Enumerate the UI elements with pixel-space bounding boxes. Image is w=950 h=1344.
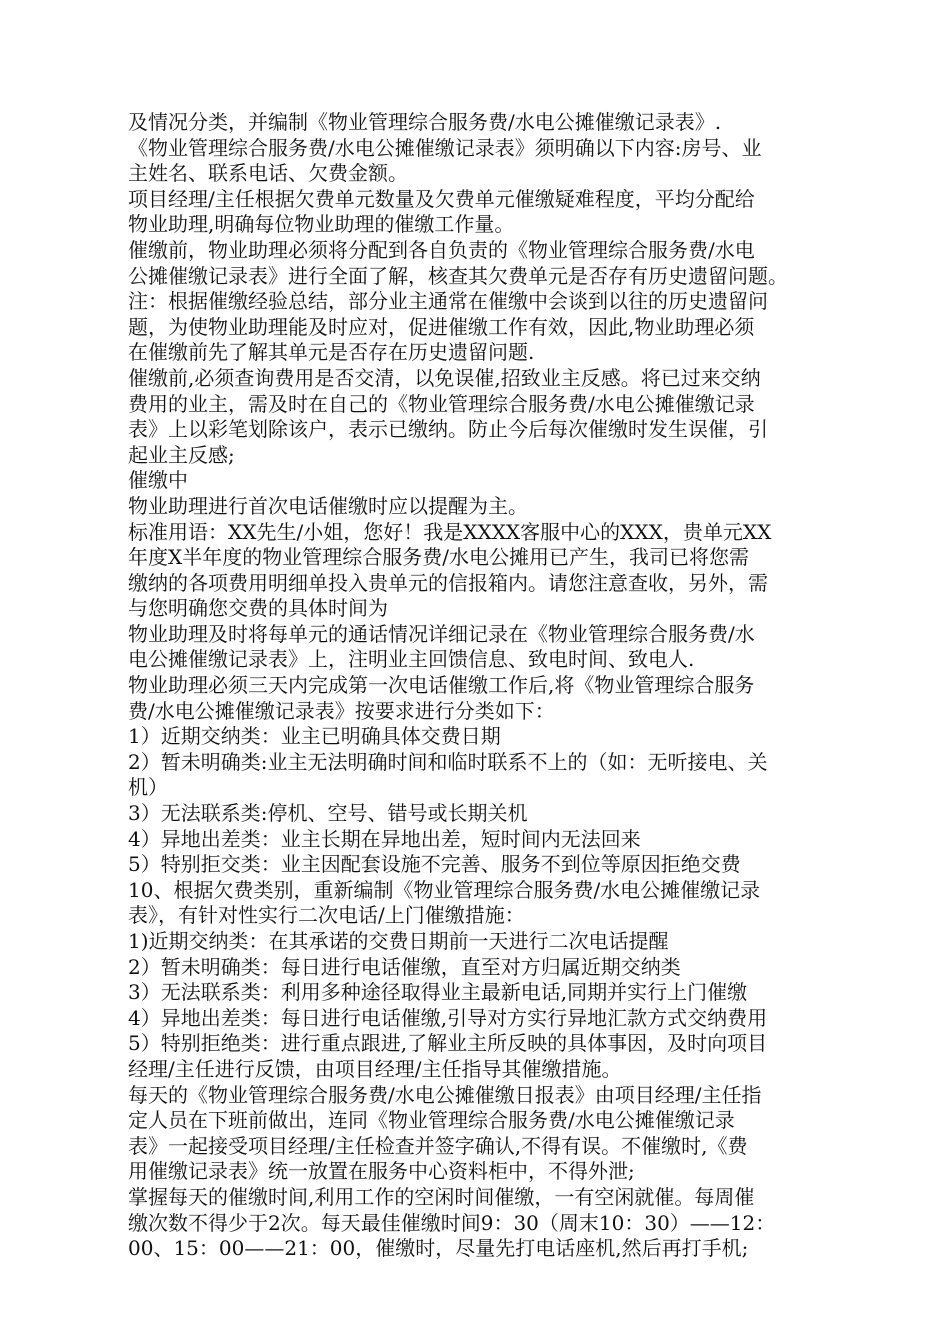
section-heading: 催缴中 <box>128 468 188 493</box>
text-line: 表》一起接受项目经理/主任检查并签字确认,不得有误。不催缴时,《费 <box>128 1133 748 1158</box>
text-line: 与您明确您交费的具体时间为 <box>128 596 388 621</box>
text-line: 催缴前，物业助理必须将分配到各自负责的《物业管理综合服务费/水电 <box>128 237 755 262</box>
text-line: 缴次数不得少于2次。每天最佳催缴时间9：30（周末10：30）——12： <box>128 1210 776 1235</box>
text-line: 物业助理及时将每单元的通话情况详细记录在《物业管理综合服务费/水 <box>128 621 755 646</box>
list-item: 机） <box>128 775 168 800</box>
text-line: 00、15：00——21：00，催缴时，尽量先打电话座机,然后再打手机; <box>128 1236 749 1261</box>
text-line: 每天的《物业管理综合服务费/水电公摊催缴日报表》由项目经理/主任指 <box>128 1082 762 1107</box>
list-item: 5）特别拒绝类：进行重点跟进,了解业主所反映的具体事因，及时向项目 <box>128 1031 768 1056</box>
text-line: 项目经理/主任根据欠费单元数量及欠费单元催缴疑难程度，平均分配给 <box>128 186 755 211</box>
text-line: 缴纳的各项费用明细单投入贵单元的信报箱内。请您注意查收，另外，需 <box>128 570 768 595</box>
text-line: 题，为使物业助理能及时应对，促进催缴工作有效，因此,物业助理必须 <box>128 314 755 339</box>
text-line: 表》上以彩笔划除该户，表示已缴纳。防止今后每次催缴时发生误催，引 <box>128 417 768 442</box>
text-line: 物业助理必须三天内完成第一次电话催缴工作后,将《物业管理综合服务 <box>128 673 755 698</box>
text-line: 注：根据催缴经验总结，部分业主通常在催缴中会谈到以往的历史遗留问 <box>128 289 768 314</box>
text-line: 掌握每天的催缴时间,利用工作的空闲时间催缴，一有空闲就催。每周催 <box>128 1184 755 1209</box>
list-item: 5）特别拒交类：业主因配套设施不完善、服务不到位等原因拒绝交费 <box>128 852 741 877</box>
text-line: 10、根据欠费类别，重新编制《物业管理综合服务费/水电公摊催缴记录 <box>128 877 761 902</box>
text-line: 年度X半年度的物业管理综合服务费/水电公摊用已产生，我司已将您需 <box>128 545 749 570</box>
list-item: 1）近期交纳类：业主已明确具体交费日期 <box>128 724 501 749</box>
list-item: 2）暂未明确类:业主无法明确时间和临时联系不上的（如：无听接电、关 <box>128 749 768 774</box>
text-line: 费用的业主，需及时在自己的《物业管理综合服务费/水电公摊催缴记录 <box>128 391 755 416</box>
text-line: 用催缴记录表》统一放置在服务中心资料柜中，不得外泄; <box>128 1159 635 1184</box>
list-item: 3）无法联系类：利用多种途径取得业主最新电话,同期并实行上门催缴 <box>128 980 748 1005</box>
text-line: 标准用语：XX先生/小姐，您好！我是XXXX客服中心的XXX，贵单元XX <box>128 519 772 544</box>
list-item: 1)近期交纳类：在其承诺的交费日期前一天进行二次电话提醒 <box>128 929 669 953</box>
list-item: 2）暂未明确类：每日进行电话催缴，直至对方归属近期交纳类 <box>128 954 681 979</box>
text-line: 在催缴前先了解其单元是否存在历史遗留问题. <box>128 340 535 365</box>
text-line: 及情况分类，并编制《物业管理综合服务费/水电公摊催缴记录表》. <box>128 110 722 134</box>
document-body <box>128 110 858 1262</box>
text-line: 起业主反感; <box>128 442 235 467</box>
list-item: 经理/主任进行反馈，由项目经理/主任指导其催缴措施。 <box>128 1056 622 1081</box>
list-item: 4）异地出差类：业主长期在异地出差，短时间内无法回来 <box>128 826 641 851</box>
list-item: 4）异地出差类：每日进行电话催缴,引导对方实行异地汇款方式交纳费用 <box>128 1005 768 1030</box>
text-line: 催缴前,必须查询费用是否交清，以免误催,招致业主反感。将已过来交纳 <box>128 365 761 390</box>
text-line: 费/水电公摊催缴记录表》按要求进行分类如下： <box>128 698 555 723</box>
text-line: 《物业管理综合服务费/水电公摊催缴记录表》须明确以下内容:房号、业 <box>128 135 762 160</box>
text-line: 主姓名、联系电话、欠费金额。 <box>128 161 408 186</box>
list-item: 3）无法联系类:停机、空号、错号或长期关机 <box>128 801 528 826</box>
text-line: 公摊催缴记录表》进行全面了解，核查其欠费单元是否存有历史遗留问题。 <box>128 263 788 288</box>
text-line: 电公摊催缴记录表》上，注明业主回馈信息、致电时间、致电人. <box>128 647 695 672</box>
text-line: 定人员在下班前做出，连同《物业管理综合服务费/水电公摊催缴记录 <box>128 1108 735 1133</box>
text-line: 表》，有针对性实行二次电话/上门催缴措施： <box>128 903 525 928</box>
text-line: 物业助理,明确每位物业助理的催缴工作量。 <box>128 212 515 237</box>
text-line: 物业助理进行首次电话催缴时应以提醒为主。 <box>128 493 528 518</box>
